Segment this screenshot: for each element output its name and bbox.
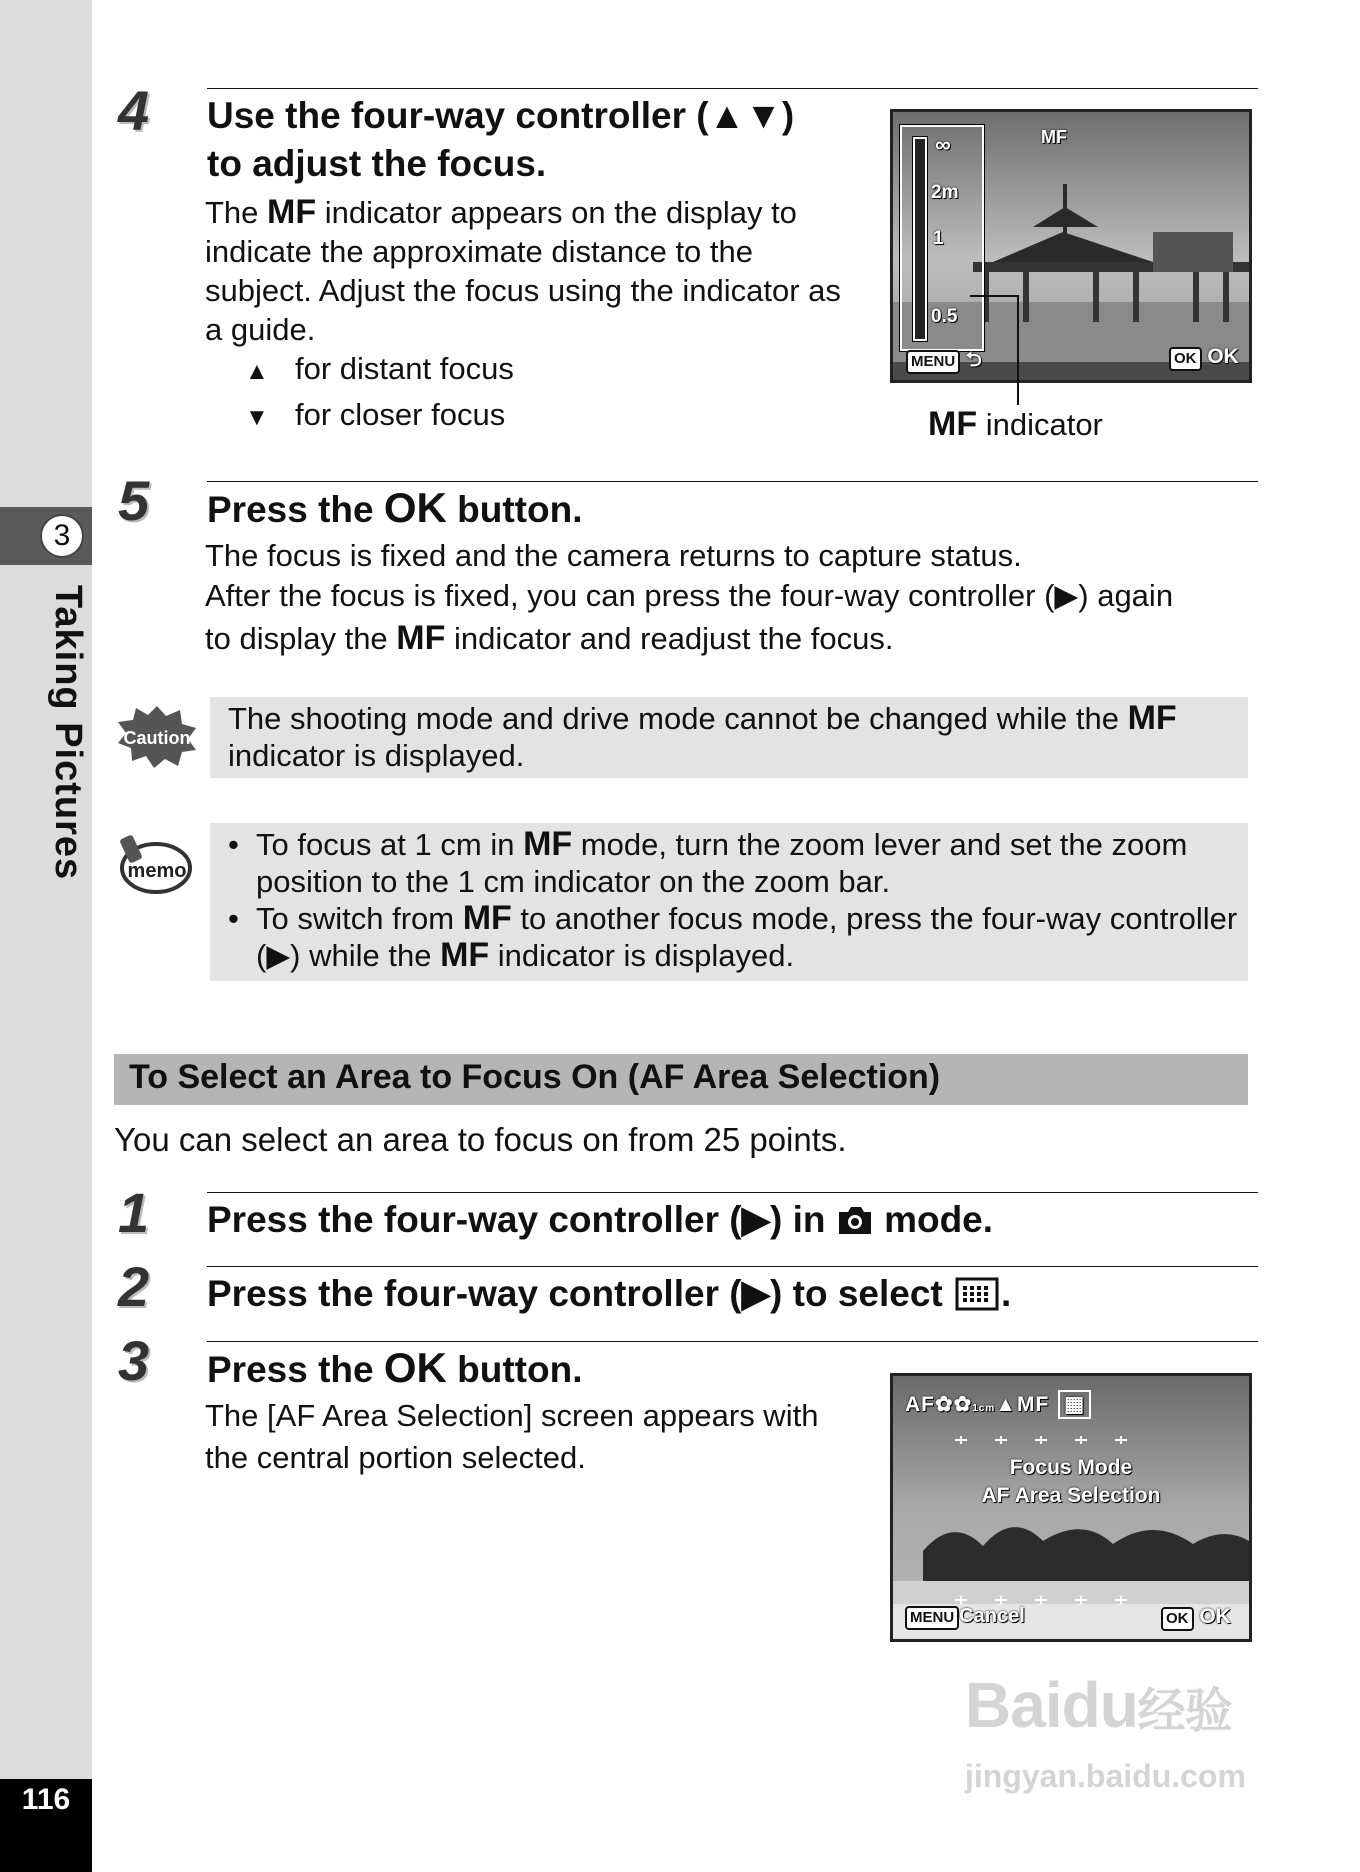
step4-title-line1: Use the four-way controller (▲▼) (207, 95, 795, 136)
ok-key-icon: OK (1161, 1607, 1194, 1631)
caution-text: The shooting mode and drive mode cannot be changed while the MF indicator is displayed. (228, 699, 1177, 773)
back-icon: ⮌ (965, 349, 982, 371)
ok-key-icon: OK (1169, 347, 1202, 371)
af-step2-number: 2 (118, 1255, 150, 1318)
baidu-watermark: Baidu经验 (965, 1669, 1232, 1741)
chapter-title: Taking Pictures (47, 585, 89, 881)
af-step3-number: 3 (118, 1329, 150, 1392)
af-step1-rule (207, 1192, 1258, 1193)
closer-focus-row: ▼ for closer focus (245, 395, 505, 437)
af-area-selection-label: AF Area Selection (981, 1484, 1161, 1507)
af-screen-menu-text (893, 1454, 1249, 1510)
mf-screen (890, 109, 1252, 383)
af-step3-rule (207, 1341, 1258, 1342)
menu-key-icon: MENU (906, 350, 960, 374)
af-step2-rule (207, 1266, 1258, 1267)
af-area-selected-icon: ▦ (1058, 1390, 1091, 1419)
super-macro-icon: ✿ (953, 1393, 973, 1416)
af-step3-title: Press the OK button. (207, 1344, 583, 1391)
focus-mode-label: Focus Mode (1009, 1456, 1133, 1479)
step5-line3: to display the MF indicator and readjust the focus. (205, 619, 894, 657)
af-step3-body: The [AF Area Selection] screen appears with the central portion selected. (205, 1398, 819, 1475)
step4-body: The MF indicator appears on the display to indicate the approximate distance to the subject. Adjust the focus using the indicator as a guide. (205, 193, 841, 347)
step4-number: 4 (118, 79, 150, 142)
af-mode-icons (905, 1390, 1091, 1419)
step4-rule (207, 88, 1258, 89)
memo-icon (116, 832, 192, 896)
af-step2-title: Press the four-way controller (▶) to select . (207, 1273, 1012, 1314)
af-icon: AF (905, 1393, 935, 1416)
menu-key-icon: MENU (905, 1606, 959, 1630)
mf-symbol: MF (267, 193, 317, 231)
af-step1-title: Press the four-way controller (▶) in mode. (207, 1199, 994, 1240)
memo-icon-label: memo (127, 860, 187, 882)
af-screen-cancel: MENU Cancel (905, 1605, 1025, 1630)
caution-icon-label: Caution (123, 728, 191, 748)
section-intro: You can select an area to focus on from 25 points. (114, 1121, 847, 1158)
memo-item: • To focus at 1 cm in MF mode, turn the zoom lever and set the zoom position to the 1 cm indicator on the zoom bar. (228, 825, 1188, 899)
memo-item: • To switch from MF to another focus mode, press the four-way controller (▶) while the MF indicator is displayed. (228, 899, 1238, 974)
mf-indicator-caption: MF indicator (928, 405, 1103, 443)
scale-2m: 2m (931, 182, 959, 203)
macro-1cm-label: 1cm (972, 1403, 996, 1414)
step4-title (207, 92, 867, 188)
screen-mf-label: MF (1041, 127, 1067, 147)
distant-focus-row: ▲ for distant focus (245, 349, 514, 391)
camera-icon (836, 1204, 874, 1236)
section-heading: To Select an Area to Focus On (AF Area Selection) (129, 1058, 941, 1096)
screen-ok: OK OK (1169, 345, 1239, 371)
infinity-icon: ▲ (995, 1393, 1018, 1416)
ok-symbol: OK (383, 484, 447, 531)
chapter-number: 3 (40, 514, 84, 558)
memo-list (228, 826, 1240, 974)
scale-1: 1 (933, 228, 944, 249)
step5-title: Press the OK button. (207, 484, 583, 531)
chapter-sidebar (0, 0, 92, 1872)
scale-0.5: 0.5 (931, 306, 958, 327)
af-area-icon (953, 1276, 1001, 1312)
step4-title-line2: to adjust the focus. (207, 143, 547, 184)
af-screen-ok: OK OK (1161, 1605, 1231, 1631)
macro-icon: ✿ (935, 1393, 954, 1416)
caution-icon (116, 706, 198, 768)
step5-number: 5 (118, 469, 150, 532)
page-number: 116 (21, 1783, 71, 1816)
af-step1-number: 1 (118, 1181, 150, 1244)
scale-infinity: ∞ (935, 132, 951, 157)
step5-rule (207, 481, 1258, 482)
mf-icon: MF (1017, 1393, 1050, 1416)
baidu-watermark-url: jingyan.baidu.com (965, 1758, 1246, 1794)
mf-callout-line (970, 290, 1030, 410)
step5-line2: After the focus is fixed, you can press the four-way controller (▶) again (205, 578, 1174, 613)
up-arrow-icon: ▲ (245, 358, 269, 385)
mf-indicator-bar (913, 137, 927, 341)
af-screen (890, 1373, 1252, 1642)
step5-line1: The focus is fixed and the camera returns to capture status. (205, 538, 1022, 573)
down-arrow-icon: ▼ (245, 404, 269, 431)
